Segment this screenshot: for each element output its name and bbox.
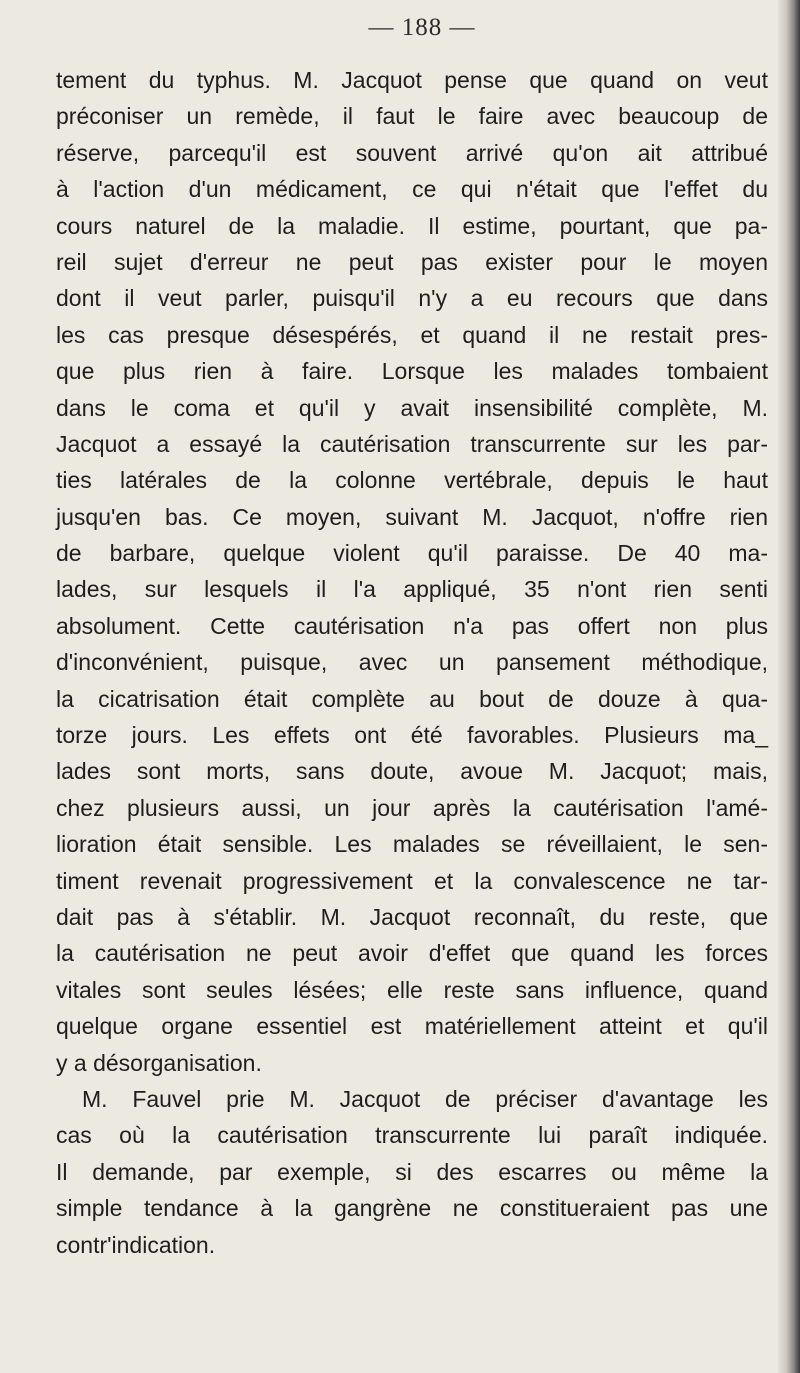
text-line: d'inconvénient, puisque, avec un pansement méthodique,	[56, 649, 768, 676]
text-line: absolument. Cette cautérisation n'a pas offert non plus	[56, 612, 768, 639]
text-line: lades, sur lesquels il l'a appliqué, 35 n'ont rien senti	[56, 576, 768, 603]
text-line: vitales sont seules lésées; elle reste sans influence, quand	[56, 976, 768, 1003]
text-line: timent revenait progressivement et la convalescence ne tar-	[56, 867, 768, 894]
text-line: Jacquot a essayé la cautérisation transcurrente sur les par-	[56, 430, 768, 457]
text-line: la cautérisation ne peut avoir d'effet que quand les forces	[56, 940, 768, 967]
text-line: M. Fauvel prie M. Jacquot de préciser d'avantage les	[82, 1085, 768, 1112]
text-line: préconiser un remède, il faut le faire avec beaucoup de	[56, 103, 768, 130]
text-line: jusqu'en bas. Ce moyen, suivant M. Jacquot, n'offre rien	[56, 503, 768, 530]
text-line: réserve, parcequ'il est souvent arrivé qu'on ait attribué	[56, 139, 768, 166]
page-body	[56, 62, 768, 1263]
text-line: dait pas à s'établir. M. Jacquot reconnaît, du reste, que	[56, 903, 768, 930]
page-number: — 188 —	[368, 14, 476, 41]
text-line: reil sujet d'erreur ne peut pas exister pour le moyen	[56, 248, 768, 275]
text-line: lioration était sensible. Les malades se réveillaient, le sen-	[56, 831, 768, 858]
text-line: y a désorganisation.	[56, 1049, 262, 1076]
text-line: dans le coma et qu'il y avait insensibilité complète, M.	[56, 394, 768, 421]
text-line: tement du typhus. M. Jacquot pense que quand on veut	[56, 67, 768, 93]
paragraph-2	[56, 1081, 768, 1263]
text-line: les cas presque désespérés, et quand il ne restait pres-	[56, 321, 768, 348]
text-line: quelque organe essentiel est matériellement atteint et qu'il	[56, 1013, 768, 1040]
text-line: cas où la cautérisation transcurrente lui paraît indiquée.	[56, 1122, 768, 1149]
paragraph-1	[56, 62, 768, 1081]
text-line: à l'action d'un médicament, ce qui n'était que l'effet du	[56, 176, 768, 203]
text-line: chez plusieurs aussi, un jour après la cautérisation l'amé-	[56, 794, 768, 821]
text-line: dont il veut parler, puisqu'il n'y a eu recours que dans	[56, 285, 768, 312]
page-edge-shadow	[778, 0, 800, 1373]
text-line: simple tendance à la gangrène ne constitueraient pas une	[56, 1195, 768, 1222]
text-line: torze jours. Les effets ont été favorables. Plusieurs ma_	[56, 722, 768, 749]
text-line: cours naturel de la maladie. Il estime, pourtant, que pa-	[56, 212, 768, 239]
text-line: de barbare, quelque violent qu'il paraisse. De 40 ma-	[56, 540, 768, 567]
text-line: lades sont morts, sans doute, avoue M. Jacquot; mais,	[56, 758, 768, 785]
text-line: que plus rien à faire. Lorsque les malades tombaient	[56, 358, 768, 385]
text-line: ties latérales de la colonne vertébrale, depuis le haut	[56, 467, 768, 494]
text-line: contr'indication.	[56, 1231, 216, 1258]
text-line: Il demande, par exemple, si des escarres ou même la	[56, 1158, 768, 1185]
text-line: la cicatrisation était complète au bout de douze à qua-	[56, 685, 768, 712]
